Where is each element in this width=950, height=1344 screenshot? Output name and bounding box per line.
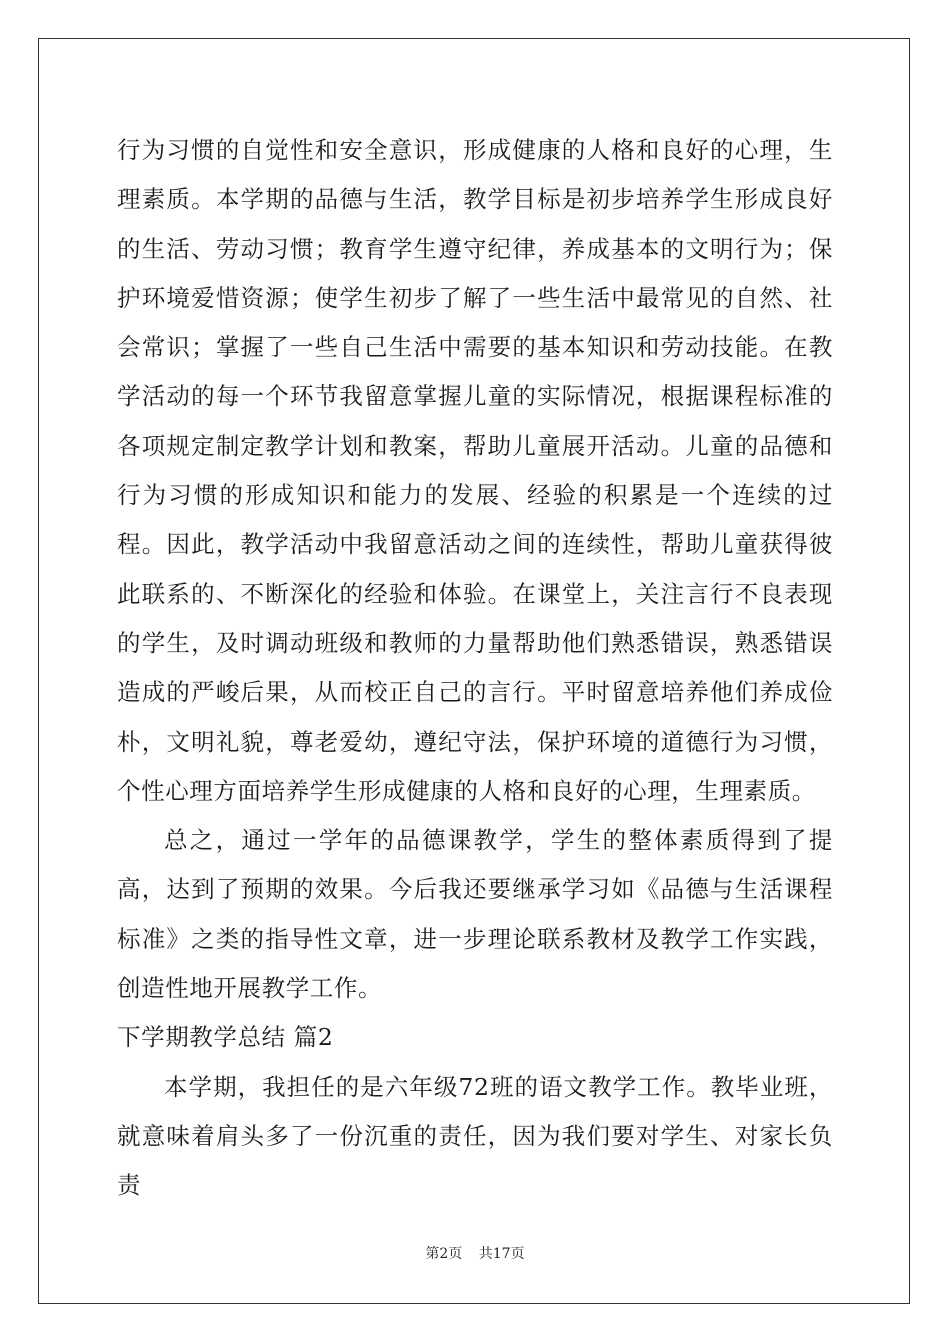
body-paragraph-1: 行为习惯的自觉性和安全意识，形成健康的人格和良好的心理，生理素质。本学期的品德与生活，教学目标是初步培养学生形成良好的生活、劳动习惯；教育学生遵守纪律，养成基本的文明行为；保护环境爱惜资源；使学生初步了解了一些生活中最常见的自然、社会常识；掌握了一些自己生活中需要的基本知识和劳动技能。在教学活动的每一个环节我留意掌握儿童的实际情况，根据课程标准的各项规定制定教学计划和教案，帮助儿童展开活动。儿童的品德和行为习惯的形成知识和能力的发展、经验的积累是一个连续的过程。因此，教学活动中我留意活动之间的连续性，帮助儿童获得彼此联系的、不断深化的经验和体验。在课堂上，关注言行不良表现的学生，及时调动班级和教师的力量帮助他们熟悉错误，熟悉错误造成的严峻后果，从而校正自己的言行。平时留意培养他们养成俭朴，文明礼貌，尊老爱幼，遵纪守法，保护环境的道德行为习惯，个性心理方面培养学生形成健康的人格和良好的心理，生理素质。 (117, 136, 833, 805)
section-heading: 下学期教学总结 篇2 (117, 1023, 334, 1052)
total-pages: 共17页 (478, 1246, 525, 1262)
section-paragraph: 本学期，我担任的是六年级72班的语文教学工作。教毕业班，就意味着肩头多了一份沉重的责任，因为我们要对学生、对家长负责 (117, 1072, 833, 1200)
document-body (117, 126, 833, 1211)
body-paragraph-2: 总之，通过一学年的品德课教学，学生的整体素质得到了提高，达到了预期的效果。今后我还要继承学习如《品德与生活课程标准》之类的指导性文章，进一步理论联系教材及教学工作实践，创造性地开展教学工作。 (117, 826, 833, 1003)
page-footer (0, 1243, 950, 1263)
page-number: 第2页 (425, 1246, 463, 1262)
